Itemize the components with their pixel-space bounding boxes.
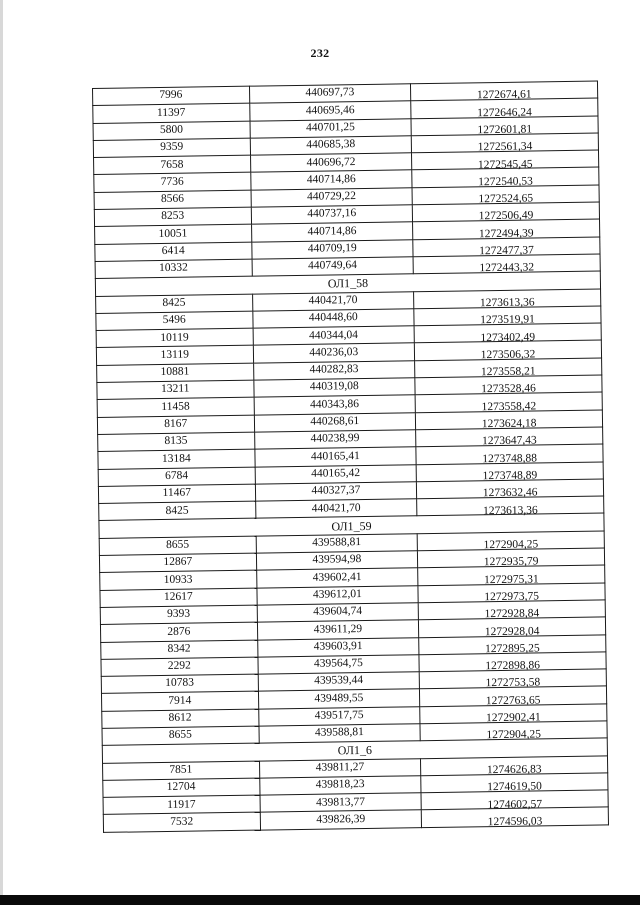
y-coordinate-value: 1272928,04 (484, 625, 540, 638)
x-coordinate-cell: 439612,01 (256, 585, 418, 605)
point-id-cell: 9359 (93, 138, 250, 158)
x-coordinate-cell: 440701,25 (250, 118, 412, 138)
x-coordinate-cell: 440696,72 (250, 153, 412, 173)
coordinates-table (92, 80, 609, 832)
y-coordinate-value: 1272524,65 (478, 192, 534, 206)
x-coordinate-cell: 439813,77 (260, 793, 422, 813)
y-coordinate-value: 1272763,65 (485, 694, 541, 708)
point-id-cell: 12867 (99, 553, 256, 573)
point-id-cell: 7914 (101, 691, 258, 711)
point-id-cell: 11397 (93, 103, 250, 123)
y-coordinate-value: 1273519,91 (480, 313, 535, 327)
point-id-cell: 8135 (98, 432, 255, 452)
x-coordinate-cell: 439588,81 (259, 724, 421, 744)
point-id-cell: 11467 (98, 484, 255, 504)
y-coordinate-value: 1272494,39 (478, 227, 534, 241)
x-coordinate-cell: 440343,86 (254, 395, 416, 415)
point-id-cell: 8566 (94, 190, 251, 210)
x-coordinate-cell: 440282,83 (253, 360, 415, 380)
point-id-cell: 7532 (103, 813, 260, 833)
y-coordinate-value: 1272506,49 (478, 209, 534, 223)
x-coordinate-cell: 439826,39 (260, 810, 422, 830)
point-id-cell: 9393 (100, 605, 257, 625)
point-id-cell: 6414 (95, 242, 252, 262)
x-coordinate-cell: 440421,70 (252, 291, 414, 311)
y-coordinate-value: 1273558,42 (481, 400, 537, 413)
x-coordinate-cell: 440697,73 (249, 84, 411, 104)
point-id-cell: 7736 (94, 173, 251, 193)
x-coordinate-cell: 440268,61 (254, 412, 416, 432)
x-coordinate-cell: 440327,37 (255, 482, 417, 502)
x-coordinate-cell: 440236,03 (253, 343, 415, 363)
scan-edge-left (0, 0, 3, 905)
y-coordinate-value: 1273613,36 (479, 296, 535, 310)
x-coordinate-cell: 439539,44 (258, 672, 420, 692)
point-id-cell: 10051 (95, 225, 252, 245)
point-id-cell: 7851 (103, 761, 260, 781)
y-coordinate-value: 1273528,46 (481, 382, 536, 396)
page-number: 232 (310, 46, 330, 60)
x-coordinate-cell: 440729,22 (251, 188, 413, 208)
y-coordinate-value: 1272895,25 (485, 642, 540, 656)
y-coordinate-value: 1273558,21 (480, 365, 536, 379)
coordinates-table-body (93, 81, 609, 832)
point-id-cell: 6784 (98, 467, 255, 487)
x-coordinate-cell: 440344,04 (253, 326, 415, 346)
y-coordinate-value: 1272902,41 (486, 711, 541, 725)
x-coordinate-cell: 439564,75 (258, 655, 420, 675)
y-coordinate-value: 1274602,57 (487, 797, 543, 811)
x-coordinate-cell: 439517,75 (258, 706, 420, 726)
y-coordinate-value: 1272753,58 (485, 676, 541, 690)
y-coordinate-value: 1272935,79 (483, 555, 539, 569)
y-coordinate-value: 1273624,18 (481, 417, 537, 431)
coordinates-sheet (92, 80, 609, 832)
point-id-cell: 13119 (96, 346, 253, 366)
y-coordinate-value: 1273506,32 (480, 348, 536, 362)
x-coordinate-cell: 440448,60 (252, 309, 414, 329)
x-coordinate-cell: 440714,86 (251, 222, 413, 242)
x-coordinate-cell: 440714,86 (250, 170, 412, 190)
point-id-cell: 7996 (93, 86, 250, 106)
section-title: ОЛ1_58 (95, 271, 600, 296)
point-id-cell: 2292 (101, 657, 258, 677)
x-coordinate-cell: 439818,23 (259, 776, 421, 796)
x-coordinate-cell: 439489,55 (258, 689, 420, 709)
point-id-cell: 10332 (95, 259, 252, 279)
x-coordinate-cell: 440685,38 (250, 136, 412, 156)
x-coordinate-cell: 440319,08 (253, 378, 415, 398)
point-id-cell: 12617 (100, 588, 257, 608)
y-coordinate-value: 1272674,61 (476, 88, 532, 102)
y-coordinate-value: 1272561,34 (477, 140, 533, 154)
y-coordinate-value: 1273402,49 (480, 331, 536, 344)
y-coordinate-value: 1274619,50 (487, 780, 542, 794)
x-coordinate-cell: 440421,70 (255, 499, 417, 519)
y-coordinate-value: 1272540,53 (478, 175, 533, 189)
y-coordinate-value: 1272904,25 (486, 728, 542, 742)
point-id-cell: 8612 (102, 709, 259, 729)
point-id-cell: 8253 (94, 207, 251, 227)
x-coordinate-cell: 440749,64 (252, 257, 414, 277)
y-coordinate-value: 1274626,83 (486, 763, 542, 777)
x-coordinate-cell: 439604,74 (257, 603, 419, 623)
y-coordinate-value: 1272477,37 (479, 244, 534, 258)
point-id-cell: 13211 (97, 380, 254, 400)
x-coordinate-cell: 440165,41 (254, 447, 416, 467)
y-coordinate-value: 1272904,25 (483, 538, 539, 552)
y-coordinate-value: 1274596,03 (487, 815, 543, 829)
y-coordinate-value: 1272443,32 (479, 261, 535, 275)
point-id-cell: 8425 (99, 501, 256, 521)
point-id-cell: 10881 (97, 363, 254, 383)
point-id-cell: 11917 (103, 795, 260, 815)
point-id-cell: 13184 (98, 449, 255, 469)
section-title: ОЛ1_59 (99, 513, 604, 538)
point-id-cell: 11458 (97, 397, 254, 417)
y-coordinate-value: 1272928,84 (484, 607, 540, 621)
x-coordinate-cell: 440709,19 (251, 239, 413, 259)
point-id-cell: 8425 (96, 294, 253, 314)
point-id-cell: 2876 (100, 622, 257, 642)
y-coordinate-value: 1273748,88 (482, 452, 538, 465)
point-id-cell: 10119 (96, 328, 253, 348)
section-title: ОЛ1_6 (102, 738, 607, 763)
y-coordinate-value: 1272975,31 (484, 573, 539, 586)
x-coordinate-cell: 439602,41 (256, 568, 418, 588)
y-coordinate-value: 1273647,43 (481, 434, 537, 448)
point-id-cell: 8342 (101, 640, 258, 660)
point-id-cell: 10783 (101, 674, 258, 694)
y-coordinate-value: 1272646,24 (477, 106, 532, 119)
x-coordinate-cell: 439588,81 (256, 533, 418, 553)
point-id-cell: 10933 (100, 570, 257, 590)
y-coordinate-value: 1272973,75 (484, 590, 540, 604)
y-coordinate-value: 1273613,36 (482, 503, 538, 517)
y-coordinate-value: 1273632,46 (482, 486, 538, 500)
y-coordinate-value: 1273748,89 (482, 469, 538, 483)
scan-edge-bottom (0, 895, 640, 905)
point-id-cell: 5800 (93, 121, 250, 141)
x-coordinate-cell: 439611,29 (257, 620, 419, 640)
x-coordinate-cell: 440238,99 (254, 430, 416, 450)
y-coordinate-value: 1272601,81 (477, 123, 533, 137)
x-coordinate-cell: 439603,91 (257, 637, 419, 657)
x-coordinate-cell: 440737,16 (251, 205, 413, 225)
point-id-cell: 8655 (102, 726, 259, 746)
point-id-cell: 7658 (94, 155, 251, 175)
y-coordinate-value: 1272898,86 (485, 659, 541, 673)
point-id-cell: 12704 (103, 778, 260, 798)
point-id-cell: 8167 (97, 415, 254, 435)
y-coordinate-value: 1272545,45 (477, 158, 533, 171)
point-id-cell: 5496 (96, 311, 253, 331)
x-coordinate-cell: 439811,27 (259, 758, 421, 778)
point-id-cell: 8655 (99, 536, 256, 556)
x-coordinate-cell: 440695,46 (249, 101, 411, 121)
x-coordinate-cell: 440165,42 (255, 464, 417, 484)
x-coordinate-cell: 439594,98 (256, 551, 418, 571)
